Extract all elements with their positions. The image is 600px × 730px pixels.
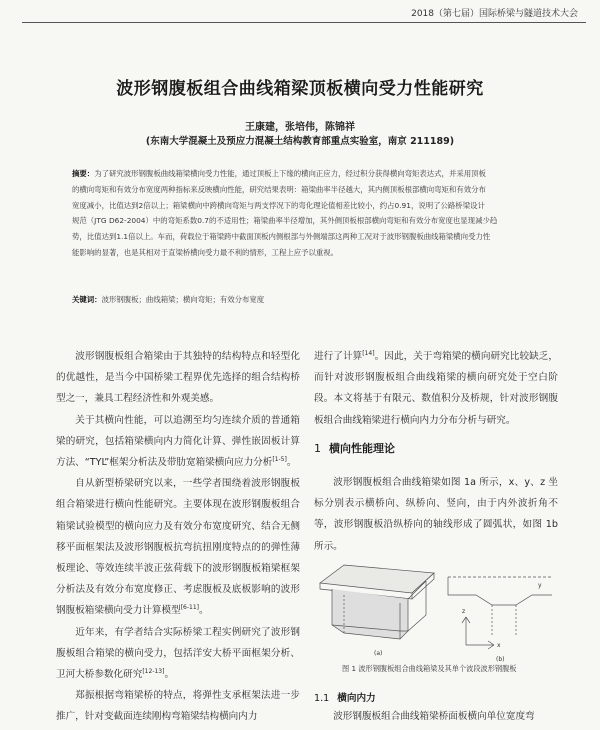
citation: [12-13] [142, 667, 165, 675]
abstract-line: 为了研究波形钢腹板曲线箱梁横向受力性能，通过顶板上下缘的横向正应力，经过积分获得横向弯矩表达式，并采用顶板 [94, 169, 486, 178]
figure-1a-box-girder [320, 565, 434, 639]
abstract-line: 能影响的显著，也是其相对于直梁桥横向受力最不利的情形，工程上应予以重视。 [72, 247, 339, 257]
body-paragraph: 自从新型桥梁研究以来，一些学者围绕着波形钢腹板组合箱梁进行横向性能研究。主要体现在波形钢腹板组合箱梁试验模型的横向应力及有效分布宽度研究、结合无侧移平面框架法及波形钢腹板抗弯抗扭刚度特点的的弹性薄板理论、等效连续半波正弦荷载下的波形钢腹板箱梁框架分析法及有效分布宽度修正、考虑腹板及底板影响的波形钢腹板箱梁横向受力计算模型[6-11]。 [56, 478, 300, 617]
section-heading-1 [314, 440, 395, 456]
abstract-line: 势，比值达到1.1倍以上。车而，荷载位于箱梁跨中截面顶板内侧根部与外侧端部这两种工况对于波形钢腹板曲线箱梁横向受力性 [72, 232, 491, 242]
header-rule [22, 22, 586, 23]
abstract-line: 宽度减小，比值达到2倍以上；箱梁横向中跨横向弯矩与两支悖况下的弯化理论值相差比较小，约占0.91，说明了公路桥梁设计 [72, 200, 485, 210]
citation: [14] [362, 349, 375, 357]
body-paragraph: 进行了计算[14]。因此，关于弯箱梁的横向研究比较缺乏，而针对波形钢腹板组合曲线箱梁的横向研究处于空白阶段。本文将基于有限元、数值积分及桥规，针对波形钢腹板组合曲线箱梁进行横向内力分布分析与研究。 [314, 349, 559, 426]
body-paragraph: 波形钢腹板组合箱梁由于其独特的结构特点和轻型化的优越性，是当今中国桥梁工程界优先选择的组合结构桥型之一，兼具工程经济性和外观美感。 [56, 351, 300, 405]
figure-axis-z: z [462, 608, 466, 615]
left-column [56, 346, 300, 728]
citation: [6-11] [180, 604, 200, 612]
affiliation: (东南大学混凝土及预应力混凝土结构教育部重点实验室，南京 211189) [145, 136, 455, 147]
paper-title: 波形钢腹板组合曲线箱梁顶板横向受力性能研究 [116, 79, 484, 99]
body-paragraph: 郑振根据弯箱梁桥的特点，将弹性支承框架法进一步推广，针对变截面连续刚构弯箱梁结构横向内力 [56, 690, 300, 723]
keywords-text: 波形钢腹板；曲线箱梁；横向弯矩；有效分布宽度 [101, 295, 265, 304]
body-paragraph: 近年来，有学者结合实际桥梁工程实例研究了波形钢腹板组合箱梁的横向受力，包括洋安大桥平面框架分析、卫河大桥参数化研究[12-13]。 [56, 626, 300, 681]
figure-1a-label: (a) [374, 650, 383, 657]
section-title: 横向性能理论 [329, 442, 395, 455]
body-paragraph: 波形钢腹板组合曲线箱梁如图 1a 所示，x、y、z 坐标分别表示横桥向、纵桥向、竖向，由于内外波折角不等，波形钢腹板沿纵桥向的轴线形成了圆弧状，如图 1b 所示。 [314, 477, 558, 552]
abstract-label: 摘要： [72, 169, 95, 178]
citation: [1-5] [272, 455, 287, 463]
figure-axis-y: y [538, 582, 542, 589]
figure-1 [316, 555, 556, 670]
subsection-number: 1.1 [314, 693, 330, 704]
keywords-label: 关键词： [72, 295, 102, 304]
figure-caption: 图 1 波形钢腹板组合曲线箱梁及其单个波段波形钢腹板 [342, 664, 517, 673]
subsection-title: 横向内力 [337, 693, 376, 704]
right-column-top [314, 346, 558, 431]
body-paragraph: 波形钢腹板组合曲线箱梁桥面板横向单位宽度弯 [333, 711, 535, 722]
body-paragraph: 关于其横向性能，可以追溯至均匀连续介质的普通箱梁的研究，包括箱梁横向内力简化计算、弹性嵌固板计算方法、“TYL”框架分析法及带肋宽箱梁横向应力分析[1-5]。 [56, 414, 300, 469]
abstract-line: 规范（JTG D62-2004）中的弯矩系数0.7的不适用性；箱梁曲率半径增加，其外侧顶板根部横向弯矩和有效分布宽度也显现减少趋 [72, 216, 498, 226]
section-number: 1 [314, 442, 321, 455]
running-header: 2018（第七届）国际桥梁与隧道技术大会 [411, 9, 578, 19]
subsection-heading [314, 690, 376, 704]
abstract [72, 166, 542, 261]
section-1-text [314, 472, 558, 557]
figure-axis-x: x [497, 642, 501, 649]
figure-1b-label: (b) [496, 656, 505, 663]
keywords [72, 294, 542, 305]
abstract-line: 的横向弯矩和有效分布宽度两种指标来反映横向性能，研究结果表明：箱梁曲率半径越大，其内侧顶板根部横向弯矩和有效分布 [72, 184, 486, 194]
authors: 王康建，张培伟，陈锦祥 [245, 122, 355, 133]
